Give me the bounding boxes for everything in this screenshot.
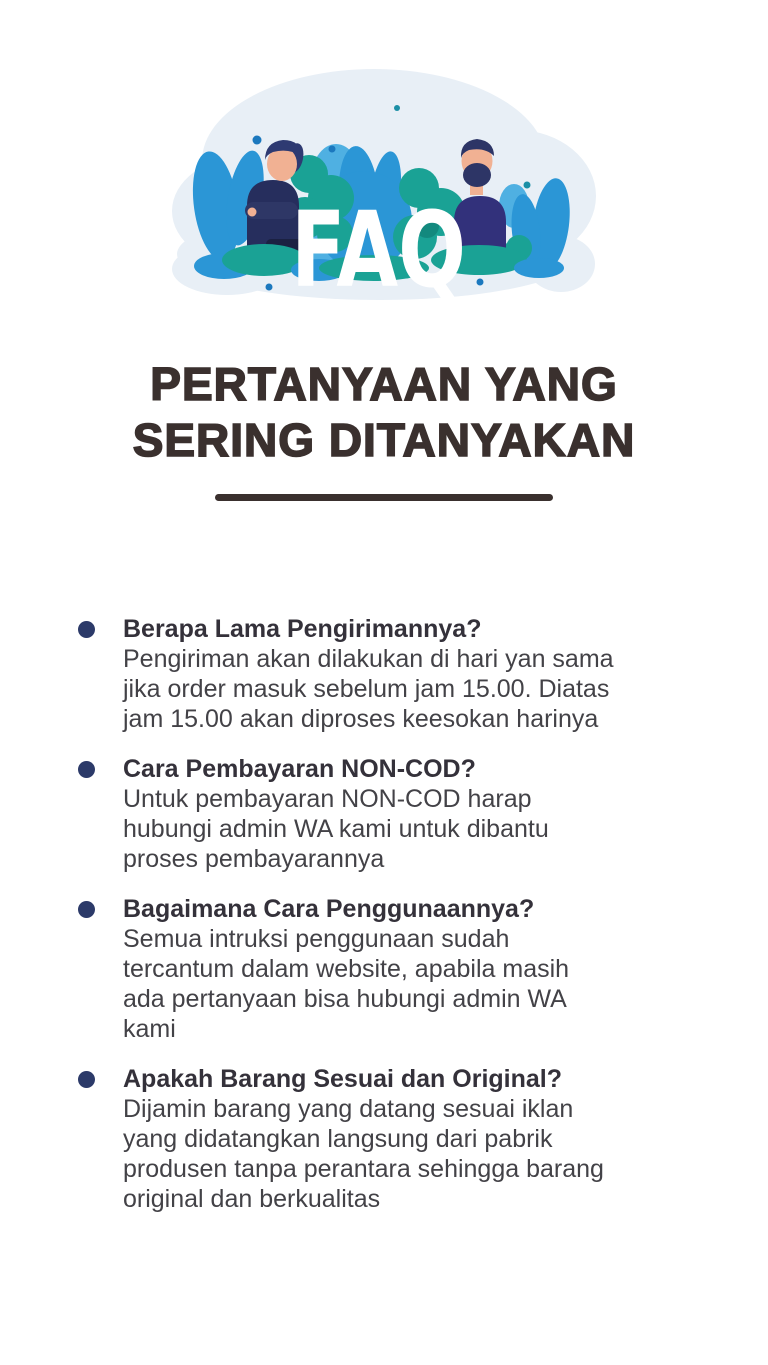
faq-item — [78, 614, 768, 734]
faq-answer: Dijamin barang yang datang sesuai iklan yang didatangkan langsung dari pabrik produsen tanpa perantara sehingga barang original dan berkualitas — [123, 1095, 604, 1213]
faq-item — [78, 894, 768, 1044]
page-title-line2: SERING DITANYAKAN — [132, 414, 636, 466]
faq-content — [123, 894, 615, 1044]
faq-item — [78, 754, 768, 874]
faq-answer: Semua intruksi penggunaan sudah tercantum dalam website, apabila masih ada pertanyaan bisa hubungi admin WA kami — [123, 925, 570, 1043]
faq-item — [78, 1064, 768, 1214]
faq-answer: Untuk pembayaran NON-COD harap hubungi admin WA kami untuk dibantu proses pembayarannya — [123, 785, 549, 873]
bullet-icon — [78, 761, 95, 778]
faq-wordmark: FAQ — [291, 189, 466, 311]
faq-question: Berapa Lama Pengirimannya? — [123, 615, 482, 643]
faq-question: Apakah Barang Sesuai dan Original? — [123, 1065, 563, 1093]
faq-illustration — [169, 56, 599, 326]
page-title-line1: PERTANYAAN YANG — [150, 358, 618, 410]
faq-question: Cara Pembayaran NON-COD? — [123, 755, 476, 783]
faq-content — [123, 614, 615, 734]
faq-content — [123, 1064, 615, 1214]
title-divider — [215, 494, 553, 501]
faq-list — [78, 614, 768, 1214]
faq-content — [123, 754, 615, 874]
page-title — [20, 356, 748, 468]
faq-answer: Pengiriman akan dilakukan di hari yan sama jika order masuk sebelum jam 15.00. Diatas jam 15.00 akan diproses keesokan harinya — [123, 645, 614, 733]
faq-illustration-svg — [169, 56, 599, 326]
bullet-icon — [78, 1071, 95, 1088]
bullet-icon — [78, 621, 95, 638]
faq-question: Bagaimana Cara Penggunaannya? — [123, 895, 535, 923]
bullet-icon — [78, 901, 95, 918]
